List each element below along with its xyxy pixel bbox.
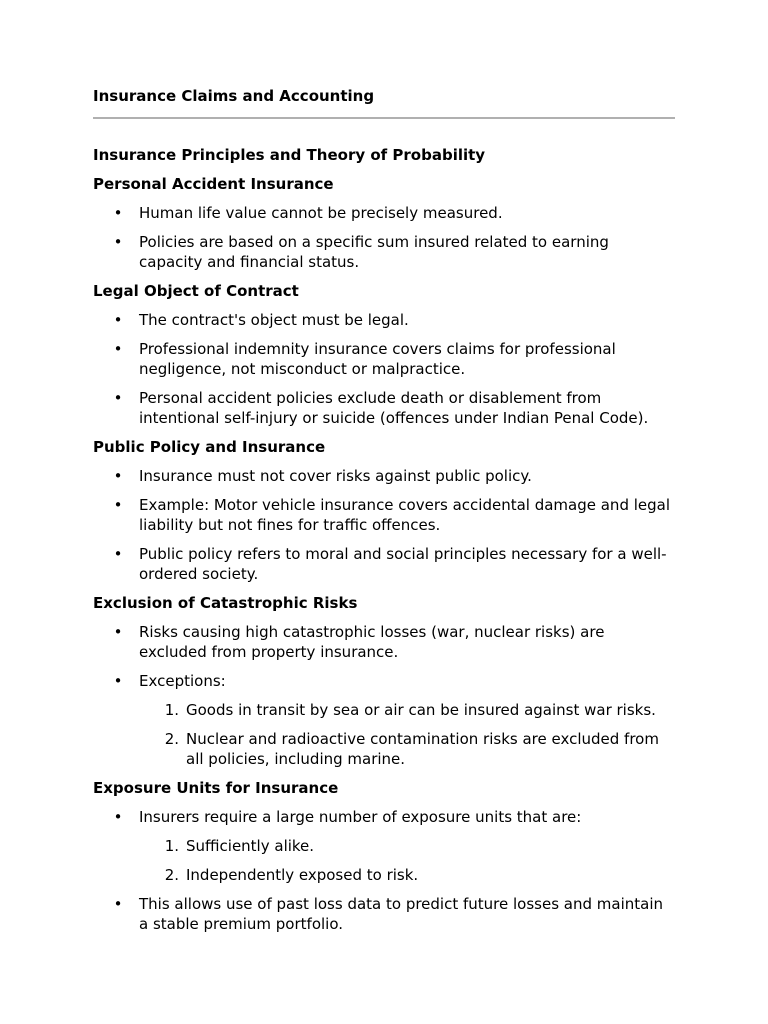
list-item [93, 894, 675, 934]
bullet-list [93, 807, 675, 934]
list-item-text: The contract's object must be legal. [139, 311, 409, 329]
list-item [93, 203, 675, 223]
bullet-marker: • [113, 545, 123, 563]
section-heading-catastrophic-risks: Exclusion of Catastrophic Risks [93, 594, 358, 612]
list-item [93, 495, 675, 535]
numbered-item-text: Independently exposed to risk. [186, 866, 419, 884]
number-marker: 2. [164, 866, 179, 884]
numbered-item-text: Sufficiently alike. [186, 837, 315, 855]
list-item-text: Policies are based on a specific sum insured related to earning capacity and financial status. [139, 233, 609, 271]
section-heading-legal-object: Legal Object of Contract [93, 282, 299, 300]
section-heading-personal-accident: Personal Accident Insurance [93, 175, 334, 193]
list-item [93, 544, 675, 584]
numbered-item [139, 700, 675, 720]
bullet-list [93, 466, 675, 584]
number-marker: 2. [164, 730, 179, 748]
section-heading-exposure-units: Exposure Units for Insurance [93, 779, 339, 797]
bullet-marker: • [113, 389, 123, 407]
bullet-marker: • [113, 467, 123, 485]
list-item [93, 807, 675, 885]
bullet-list [93, 203, 675, 272]
document-title: Insurance Claims and Accounting [93, 87, 375, 105]
list-item-text: This allows use of past loss data to predict future losses and maintain a stable premium portfolio. [139, 895, 664, 933]
bullet-marker: • [113, 623, 123, 641]
list-item [93, 671, 675, 769]
bullet-marker: • [113, 340, 123, 358]
section-heading-public-policy: Public Policy and Insurance [93, 438, 326, 456]
numbered-item-text: Nuclear and radioactive contamination risks are excluded from all policies, including marine. [186, 730, 659, 768]
bullet-marker: • [113, 895, 123, 913]
list-item-text: Human life value cannot be precisely measured. [139, 204, 503, 222]
bullet-list [93, 622, 675, 769]
list-item [93, 622, 675, 662]
list-item [93, 232, 675, 272]
numbered-item-text: Goods in transit by sea or air can be insured against war risks. [186, 701, 656, 719]
number-marker: 1. [164, 837, 179, 855]
main-heading: Insurance Principles and Theory of Probability [93, 146, 486, 164]
list-item-text: Example: Motor vehicle insurance covers accidental damage and legal liability but not fines for traffic offences. [139, 496, 671, 534]
bullet-marker: • [113, 808, 123, 826]
document-page [93, 86, 675, 943]
list-item [93, 388, 675, 428]
numbered-list [139, 700, 675, 769]
bullet-marker: • [113, 204, 123, 222]
numbered-item [139, 865, 675, 885]
bullet-marker: • [113, 496, 123, 514]
list-item-text: Insurance must not cover risks against public policy. [139, 467, 532, 485]
list-item-text: Personal accident policies exclude death or disablement from intentional self-injury or suicide (offences under Indian Penal Code). [139, 389, 649, 427]
list-item [93, 339, 675, 379]
numbered-item [139, 729, 675, 769]
list-item [93, 466, 675, 486]
list-item-text: Insurers require a large number of exposure units that are: [139, 808, 582, 826]
bullet-list [93, 310, 675, 428]
bullet-marker: • [113, 672, 123, 690]
list-item-text: Risks causing high catastrophic losses (war, nuclear risks) are excluded from property insurance. [139, 623, 605, 661]
list-item [93, 310, 675, 330]
numbered-list [139, 836, 675, 885]
number-marker: 1. [164, 701, 179, 719]
bullet-marker: • [113, 233, 123, 251]
list-item-text: Public policy refers to moral and social principles necessary for a well-ordered society. [139, 545, 667, 583]
bullet-marker: • [113, 311, 123, 329]
list-item-text: Professional indemnity insurance covers claims for professional negligence, not misconduct or malpractice. [139, 340, 616, 378]
list-item-text: Exceptions: [139, 672, 226, 690]
numbered-item [139, 836, 675, 856]
title-divider [93, 117, 675, 119]
